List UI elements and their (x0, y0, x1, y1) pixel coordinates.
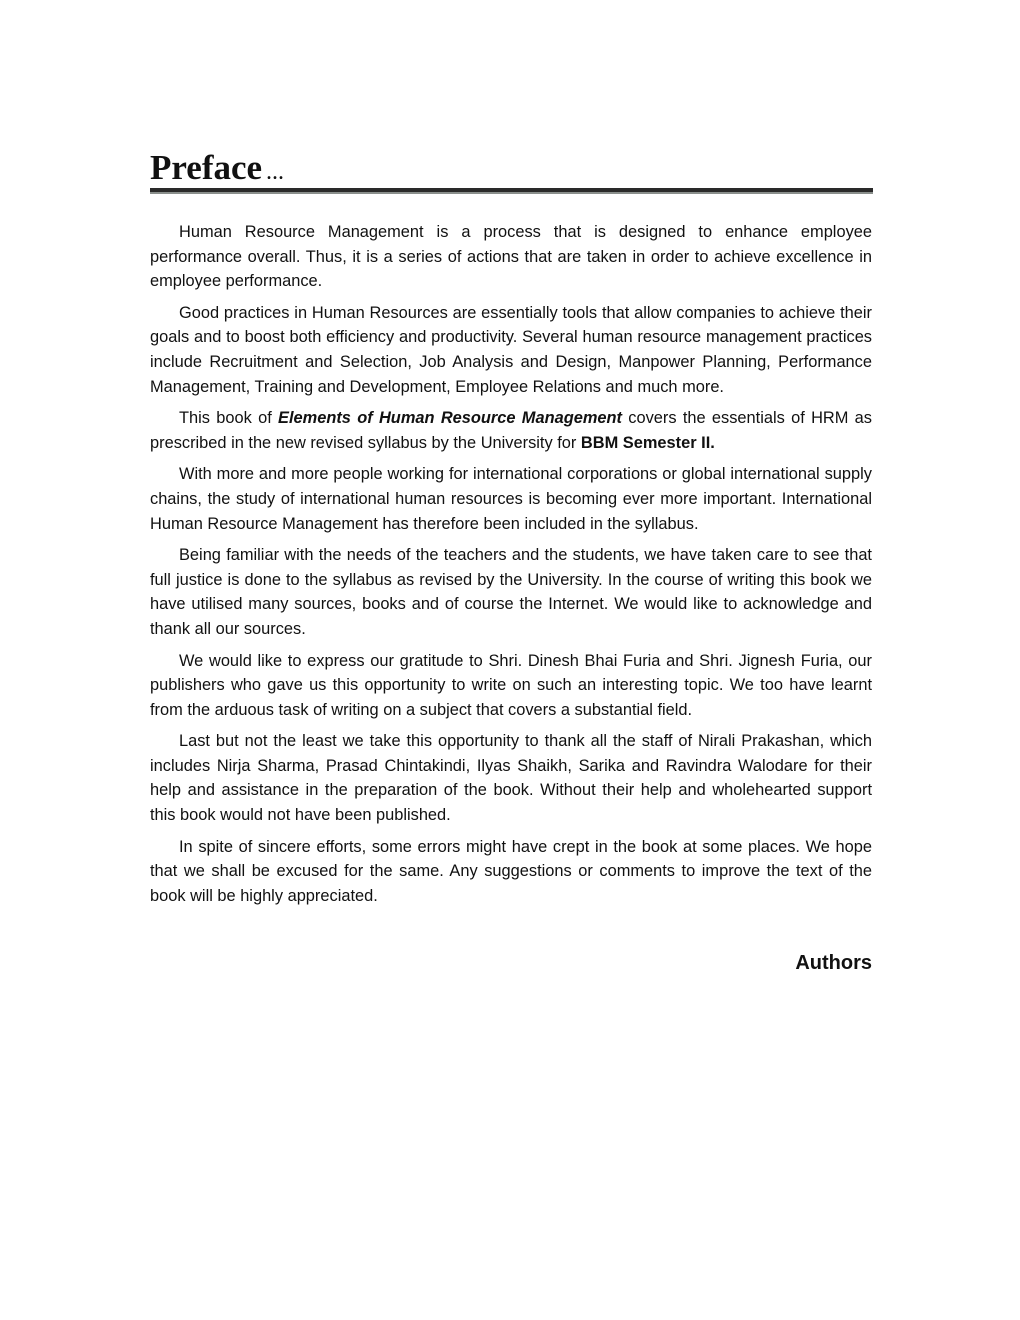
title-ellipsis: ... (266, 159, 285, 185)
paragraph-intro: Human Resource Management is a process that is designed to enhance employee performance overall. Thus, it is a series of actions that are taken in order to achieve excellence in employee performance. (150, 223, 872, 291)
book-title: Elements of Human Resource Management (278, 409, 622, 428)
preface-body (150, 220, 872, 908)
preface-page (150, 150, 872, 975)
book-paragraph-prefix: This book of (179, 409, 279, 428)
paragraph-book (150, 406, 872, 455)
book-paragraph-middle: covers the essentials of HRM as prescribed in the new revised syllabus by the University for (150, 409, 872, 452)
page-heading (150, 150, 872, 186)
paragraph-errors: In spite of sincere efforts, some errors might have crept in the book at some places. We hope that we shall be excused for the same. Any suggestions or comments to improve the text of the book will be highly appreciated. (150, 837, 872, 905)
paragraph-sources: Being familiar with the needs of the teachers and the students, we have taken care to see that full justice is done to the syllabus as revised by the University. In the course of writing this book we have utilised many sources, books and of course the Internet. We would like to acknowledge and thank all our sources. (150, 546, 872, 638)
course-name: BBM Semester II. (580, 433, 715, 452)
paragraph-international: With more and more people working for international corporations or global international supply chains, the study of international human resources is becoming ever more important. International Human Resource Management has therefore been included in the syllabus. (150, 465, 872, 533)
authors-signature: Authors (795, 952, 872, 975)
paragraph-staff: Last but not the least we take this opportunity to thank all the staff of Nirali Prakashan, which includes Nirja Sharma, Prasad Chintakindi, Ilyas Shaikh, Sarika and Ravindra Walodare for their help and assistance in the preparation of the book. Without their help and wholehearted support this book would not have been published. (150, 732, 872, 825)
page-title: Preface (150, 148, 263, 187)
paragraph-practices: Good practices in Human Resources are essentially tools that allow companies to achieve their goals and to boost both efficiency and productivity. Several human resource management practices include Recruitment and Selection, Job Analysis and Design, Manpower Planning, Performance Management, Training and Development, Employee Relations and much more. (150, 303, 872, 396)
title-underline-light (150, 192, 873, 194)
paragraph-gratitude: We would like to express our gratitude to Shri. Dinesh Bhai Furia and Shri. Jignesh Furia, our publishers who gave us this opportunity to write on such an interesting topic. We too have learnt from the arduous task of writing on a subject that covers a substantial field. (150, 651, 872, 719)
